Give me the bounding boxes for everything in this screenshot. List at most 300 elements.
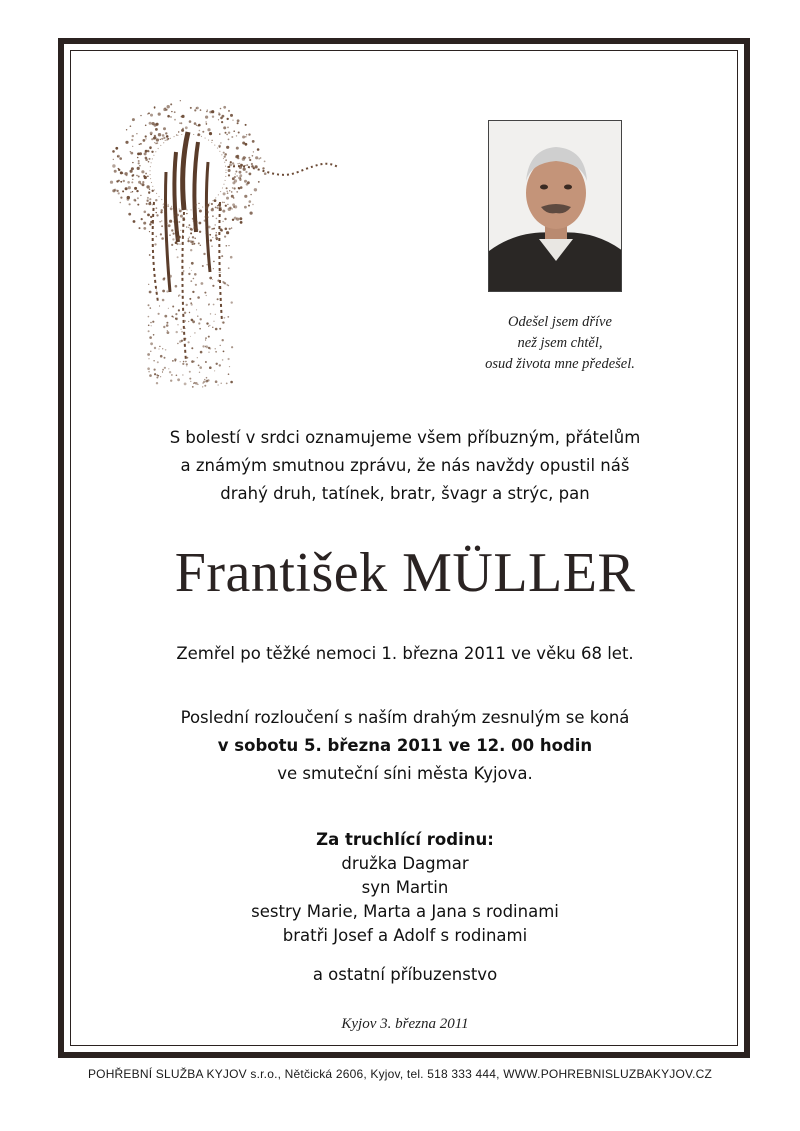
ornament-speckle [222,221,223,222]
ornament-speckle [224,236,226,238]
ornament-speckle [167,138,169,140]
ornament-speckle [197,125,198,126]
ornament-speckle [212,215,214,217]
ornament-speckle [232,120,233,121]
ornament-speckle [166,290,168,292]
ornament-speckle [173,221,174,222]
ornament-speckle [191,262,194,265]
ornament-speckle [161,225,163,227]
ornament-speckle [153,334,155,336]
ornament-speckle [176,134,177,135]
ornament-speckle [148,161,150,163]
ornament-speckle [156,290,157,291]
ornament-speckle [192,320,195,323]
ornament-speckle [149,336,152,339]
ornament-speckle [193,278,195,280]
ornament-speckle [132,174,134,176]
ornament-speckle [176,331,178,333]
ornament-speckle [182,243,184,245]
ornament-speckle [206,111,207,112]
ornament-speckle [149,231,150,232]
ornament-speckle [238,132,240,134]
ornament-speckle [206,204,209,207]
ornament-speckle [162,371,163,372]
ornament-speckle [209,234,211,236]
other-relatives: a ostatní příbuzenstvo [312,965,498,984]
ornament-speckle [182,374,183,375]
ornament-speckle [217,280,219,282]
ornament-speckle [132,162,133,163]
ornament-speckle [154,142,155,143]
ornament-speckle [137,157,139,159]
ornament-speckle [148,304,150,306]
ornament-speckle [215,207,217,209]
ornament-speckle [246,164,248,166]
ornament-speckle [229,207,231,209]
ornament-speckle [193,220,194,221]
ornament-speckle [194,238,196,240]
ornament-speckle [218,385,219,386]
ornament-speckle [207,128,210,131]
ornament-speckle [226,383,228,385]
ornament-speckle [212,285,214,287]
ornament-speckle [190,240,191,241]
ornament-speckle [190,302,192,304]
ornament-speckle [175,212,176,213]
place-and-date: Kyjov 3. března 2011 [341,1016,469,1032]
ornament-speckle [231,346,233,348]
ornament-speckle [182,363,184,365]
ornament-speckle [118,192,120,194]
ornament-speckle [225,159,227,161]
ornament-speckle [133,220,136,223]
ornament-speckle [154,106,156,108]
ornament-speckle [192,236,194,238]
ornament-speckle [226,134,227,135]
ornament-speckle [173,233,175,235]
ornament-speckle [140,143,142,145]
ornament-speckle [170,116,171,117]
ornament-speckle [227,166,228,167]
ornament-speckle [203,253,205,255]
ornament-speckle [220,117,223,120]
ornament-speckle [209,111,212,114]
ornament-speckle [253,151,254,152]
ornament-speckle [141,170,144,173]
ornament-speckle [213,321,214,322]
ornament-speckle [152,321,154,323]
ornament-speckle [160,233,162,235]
ornament-speckle [138,176,140,178]
ornament-speckle [120,202,122,204]
ornament-speckle [152,204,153,205]
ornament-speckle [120,197,122,199]
funeral-line: Poslední rozloučení s naším drahým zesnulým se koná [180,708,630,727]
ornament-speckle [145,138,146,139]
ornament-speckle [221,255,223,257]
ornament-speckle [212,228,214,230]
mourner-item: syn Martin [361,878,449,897]
ornament-speckle [231,191,233,193]
ornament-speckle [150,322,152,324]
ornament-speckle [196,125,197,126]
ornament-speckle [215,348,216,349]
ornament-speckle [223,282,225,284]
ornament-speckle [188,341,190,343]
ornament-speckle [215,380,218,383]
mourner-item: bratři Josef a Adolf s rodinami [282,926,528,945]
mourners-heading: Za truchlící rodinu: [316,830,494,849]
ornament-speckle [223,126,226,129]
ornament-speckle [200,245,201,246]
ornament-speckle [182,235,183,236]
ornament-speckle [197,316,198,317]
ornament-speckle [245,143,248,146]
ornament-speckle [149,198,151,200]
ornament-speckle [145,173,147,175]
ornament-speckle [174,358,176,360]
ornament-speckle [154,369,156,371]
mourner-item: sestry Marie, Marta a Jana s rodinami [251,902,559,921]
ornament-speckle [190,336,191,337]
ornament-speckle [215,314,216,315]
ornament-speckle [168,224,171,227]
ornament-speckle [164,357,166,359]
ornament-speckle [264,172,267,175]
ornament-speckle [246,183,249,186]
ornament-speckle [239,171,242,174]
ornament-speckle [138,160,140,162]
ornament-speckle [200,109,202,111]
ornament-speckle [205,232,207,234]
funeral-location: ve smuteční síni města Kyjova. [277,764,533,783]
ornament-speckle [226,191,228,193]
ornament-speckle [149,158,151,160]
poem-line: osud života mne předešel. [485,356,635,372]
ornament-speckle [162,134,165,137]
ornament-speckle [226,187,228,189]
ornament-speckle [189,298,191,300]
ornament-speckle [181,273,183,275]
ornament-speckle [228,245,229,246]
ornament-speckle [223,152,225,154]
ornament-speckle [148,192,150,194]
ornament-speckle [211,246,212,247]
ornament-speckle [188,227,189,228]
ornament-speckle [176,249,177,250]
ornament-speckle [215,237,218,240]
ornament-speckle [234,176,236,178]
ornament-speckle [198,203,199,204]
ornament-speckle [162,290,165,293]
memorial-poem [440,312,680,375]
ornament-speckle [217,207,219,209]
ornament-speckle [172,306,174,308]
ornament-speckle [185,126,188,129]
ornament-speckle [112,150,115,153]
ornament-speckle [135,200,137,202]
ornament-speckle [175,313,177,315]
ornament-speckle [171,229,173,231]
ornament-speckle [208,347,210,349]
ornament-speckle [199,366,202,369]
ornament-speckle [229,366,230,367]
ornament-speckle [150,147,152,149]
ornament-speckle [219,146,221,148]
mourners-list [100,828,710,948]
ornament-speckle [206,211,209,214]
ornament-speckle [223,351,225,353]
ornament-speckle [171,316,173,318]
ornament-speckle [232,187,234,189]
ornament-speckle [236,191,238,193]
ornament-speckle [132,135,134,137]
ornament-speckle [219,364,221,366]
ornament-speckle [122,172,124,174]
ornament-speckle [205,116,208,119]
ornament-speckle [163,326,165,328]
ornament-speckle [250,212,253,215]
ornament-speckle [136,190,138,192]
ornament-speckle [225,205,227,207]
ornament-speckle [254,188,257,191]
ornament-speckle [132,118,135,121]
ornament-speckle [195,284,197,286]
ornament-speckle [224,317,226,319]
ornament-speckle [166,222,168,224]
ornament-speckle [167,330,168,331]
announcement-line: S bolestí v srdci oznamujeme všem příbuzným, přátelům [169,428,641,447]
ornament-speckle [228,373,230,375]
ornament-speckle [236,155,239,158]
ornament-speckle [231,301,233,303]
ornament-speckle [202,265,204,267]
ornament-speckle [220,228,223,231]
ornament-speckle [191,360,194,363]
ornament-speckle [198,133,201,136]
ornament-speckle [155,128,158,131]
ornament-speckle [248,157,250,159]
ornament-speckle [162,299,165,302]
ornament-speckle [220,272,221,273]
ornament-speckle [174,218,175,219]
ornament-speckle [249,159,251,161]
ornament-speckle [260,157,262,159]
ornament-speckle [167,115,170,118]
ornament-speckle [225,132,227,134]
ornament-speckle [164,315,167,318]
ornament-speckle [140,115,141,116]
ornament-speckle [140,195,141,196]
ornament-speckle [158,113,161,116]
ornament-speckle [205,339,206,340]
ornament-speckle [165,349,167,351]
ornament-speckle [243,168,246,171]
ornament-speckle [178,309,180,311]
ornament-speckle [177,256,179,258]
ornament-speckle [164,203,166,205]
ornament-speckle [156,374,158,376]
ornament-speckle [166,322,168,324]
poem-line: než jsem chtěl, [517,335,603,351]
ornament-speckle [171,244,173,246]
ornament-speckle [244,206,247,209]
ornament-speckle [232,162,234,164]
ornament-speckle [147,197,149,199]
ornament-speckle [229,163,232,166]
ornament-speckle [246,134,247,135]
ornament-speckle [211,203,213,205]
ornament-speckle [154,136,157,139]
ornament-speckle [213,268,214,269]
ornament-speckle [252,204,253,205]
ornament-speckle [228,110,230,112]
ornament-speckle [122,190,124,192]
ornament-speckle [208,336,210,338]
ornament-speckle [230,114,233,117]
ornament-speckle [224,218,226,220]
ornament-speckle [220,142,221,143]
ornament-speckle [188,273,190,275]
ornament-speckle [219,272,220,273]
ornament-speckle [216,218,218,220]
ornament-speckle [159,221,160,222]
ornament-speckle [169,234,171,236]
ornament-speckle [181,340,183,342]
ornament-speckle [198,322,200,324]
ornament-speckle [236,135,237,136]
ornament-speckle [252,155,254,157]
ornament-speckle [202,345,204,347]
ornament-speckle [230,256,233,259]
ornament-speckle [144,211,147,214]
ornament-speckle [208,304,209,305]
ornament-speckle [152,190,154,192]
ornament-speckle [220,108,222,110]
ornament-speckle [167,331,170,334]
ornament-speckle [212,237,213,238]
ornament-speckle [233,130,235,132]
ornament-speckle [248,205,250,207]
ornament-speckle [242,136,245,139]
ornament-speckle [196,309,197,310]
ornament-speckle [176,375,178,377]
ornament-speckle [234,187,236,189]
ornament-speckle [163,127,166,130]
ornament-speckle [190,381,191,382]
ornament-speckle [199,372,200,373]
ornament-speckle [239,217,242,220]
ornament-speckle [149,291,152,294]
ornament-speckle [185,320,186,321]
ornament-speckle [127,181,130,184]
ornament-speckle [239,166,242,169]
ornament-speckle [249,173,252,176]
ornament-speckle [187,240,189,242]
ornament-speckle [222,359,224,361]
ornament-speckle [130,152,133,155]
ornament-speckle [237,163,238,164]
ornament-speckle [204,379,205,380]
ornament-speckle [219,133,220,134]
ornament-speckle [179,294,181,296]
ornament-speckle [209,366,212,369]
ornament-speckle [143,227,146,230]
ornament-speckle [200,318,202,320]
ornament-speckle [257,148,260,151]
ornament-speckle [244,180,247,183]
ornament-speckle [262,167,264,169]
ornament-speckle [183,219,185,221]
ornament-speckle [216,363,218,365]
ornament-speckle [186,304,188,306]
ornament-speckle [190,280,192,282]
ornament-speckle [164,367,166,369]
ornament-speckle [163,137,165,139]
ornament-speckle [160,139,161,140]
ornament-speckle [205,337,207,339]
ornament-speckle [148,202,151,205]
ornament-speckle [115,147,118,150]
ornament-speckle [239,163,240,164]
ornament-speckle [166,324,169,327]
ornament-speckle [198,242,200,244]
ornament-speckle [156,207,158,209]
ornament-speckle [199,210,202,213]
ornament-speckle [139,227,141,229]
ornament-speckle [167,105,170,108]
ornament-speckle [178,221,180,223]
ornament-speckle [190,107,192,109]
ornament-speckle [196,221,198,223]
ornament-speckle [174,215,175,216]
ornament-speckle [170,103,172,105]
ornament-speckle [160,376,161,377]
ornament-speckle [180,215,183,218]
ornament-speckle [228,358,230,360]
ornament-speckle [236,147,239,150]
ornament-speckle [138,162,140,164]
ornament-speckle [207,110,208,111]
ornament-speckle [180,100,181,101]
ornament-speckle [194,382,196,384]
ornament-speckle [228,267,230,269]
ornament-speckle [161,220,162,221]
ornament-speckle [230,161,232,163]
ornament-speckle [180,122,182,124]
ornament-speckle [224,156,226,158]
ornament-speckle [172,238,174,240]
ornament-speckle [140,183,142,185]
ornament-speckle [151,325,152,326]
ornament-speckle [202,131,204,133]
candle-flame-ornament-icon [88,92,343,392]
ornament-speckle [227,192,229,194]
ornament-speckle [259,158,260,159]
ornament-speckle [231,136,233,138]
ornament-speckle [168,308,169,309]
ornament-speckle [264,161,266,163]
ornament-speckle [176,243,178,245]
ornament-speckle [131,139,133,141]
ornament-speckle [130,192,131,193]
ornament-speckle [165,140,166,141]
ornament-speckle [120,181,122,183]
ornament-speckle [150,342,153,345]
ornament-speckle [163,204,164,205]
ornament-speckle [139,165,140,166]
ornament-speckle [112,164,115,167]
